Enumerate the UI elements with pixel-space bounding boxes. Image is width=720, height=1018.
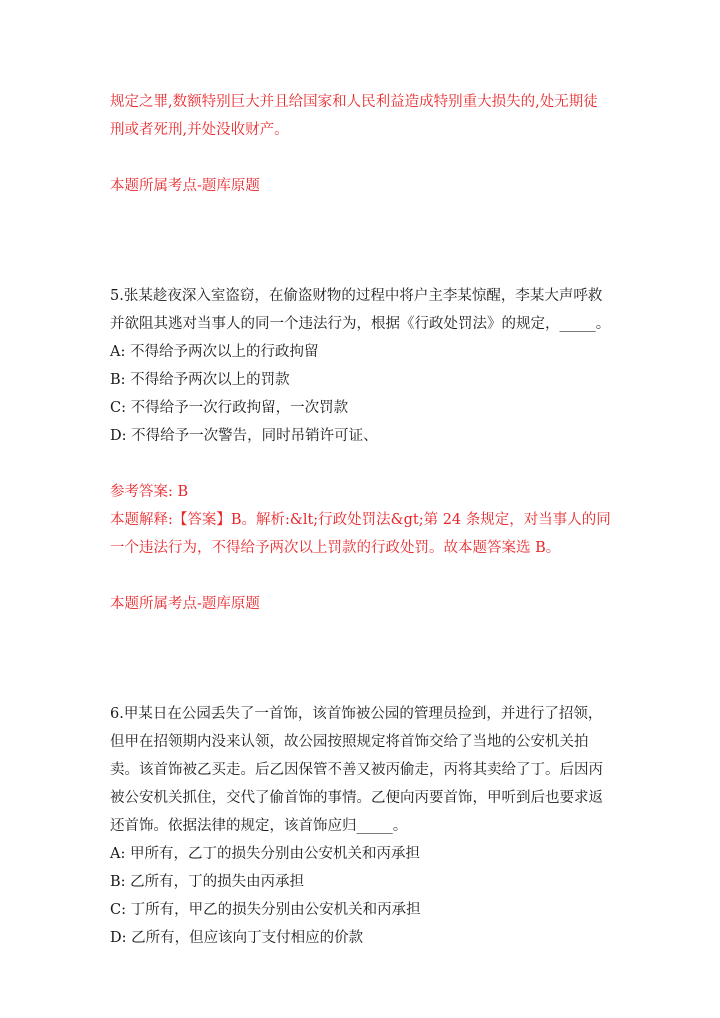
text-line: 规定之罪,数额特别巨大并且给国家和人民利益造成特别重大损失的,处无期徒: [110, 94, 598, 110]
question-text-line: 5.张某趁夜深入室盗窃，在偷盗财物的过程中将户主李某惊醒，李某大声呼救: [110, 288, 603, 304]
question-text-line: 6.甲某日在公园丢失了一首饰，该首饰被公园的管理员捡到，并进行了招领，: [110, 706, 603, 722]
question-text-line: 被公安机关抓住，交代了偷首饰的事情。乙便向丙要首饰，甲听到后也要求返: [110, 790, 603, 806]
document-page: [110, 88, 610, 952]
option-b: B: 不得给予两次以上的罚款: [110, 372, 290, 388]
previous-explanation-tail: [110, 88, 610, 144]
source-note: 本题所属考点-题库原题: [110, 178, 260, 194]
option-b: B: 乙所有，丁的损失由丙承担: [110, 874, 305, 890]
option-d: D: 不得给予一次警告，同时吊销许可证、: [110, 428, 378, 444]
question-text-line: 但甲在招领期内没来认领，故公园按照规定将首饰交给了当地的公安机关拍: [110, 734, 589, 750]
text-line: 刑或者死刑,并处没收财产。: [110, 122, 289, 138]
question-text-line: 还首饰。依据法律的规定，该首饰应归_____。: [110, 818, 408, 834]
question-text-line: 卖。该首饰被乙买走。后乙因保管不善又被丙偷走，丙将其卖给了丁。后因丙: [110, 762, 603, 778]
option-c: C: 不得给予一次行政拘留，一次罚款: [110, 400, 349, 416]
option-d: D: 乙所有，但应该向丁支付相应的价款: [110, 930, 364, 946]
question-text-line: 并欲阻其逃对当事人的同一个违法行为，根据《行政处罚法》的规定，_____。: [110, 316, 611, 332]
explanation-line: 本题解释:【答案】B。解析:&lt;行政处罚法&gt;第 24 条规定，对当事人的同: [110, 512, 611, 528]
source-note: 本题所属考点-题库原题: [110, 596, 260, 612]
answer-text: 参考答案: B: [110, 484, 189, 500]
option-a: A: 甲所有，乙丁的损失分别由公安机关和丙承担: [110, 846, 420, 862]
explanation-line: 一个违法行为，不得给予两次以上罚款的行政处罚。故本题答案选 B。: [110, 540, 561, 556]
question-6: [110, 700, 610, 952]
option-a: A: 不得给予两次以上的行政拘留: [110, 344, 319, 360]
question-5-answer: [110, 478, 610, 562]
option-c: C: 丁所有，甲乙的损失分别由公安机关和丙承担: [110, 902, 421, 918]
question-5: [110, 282, 610, 450]
